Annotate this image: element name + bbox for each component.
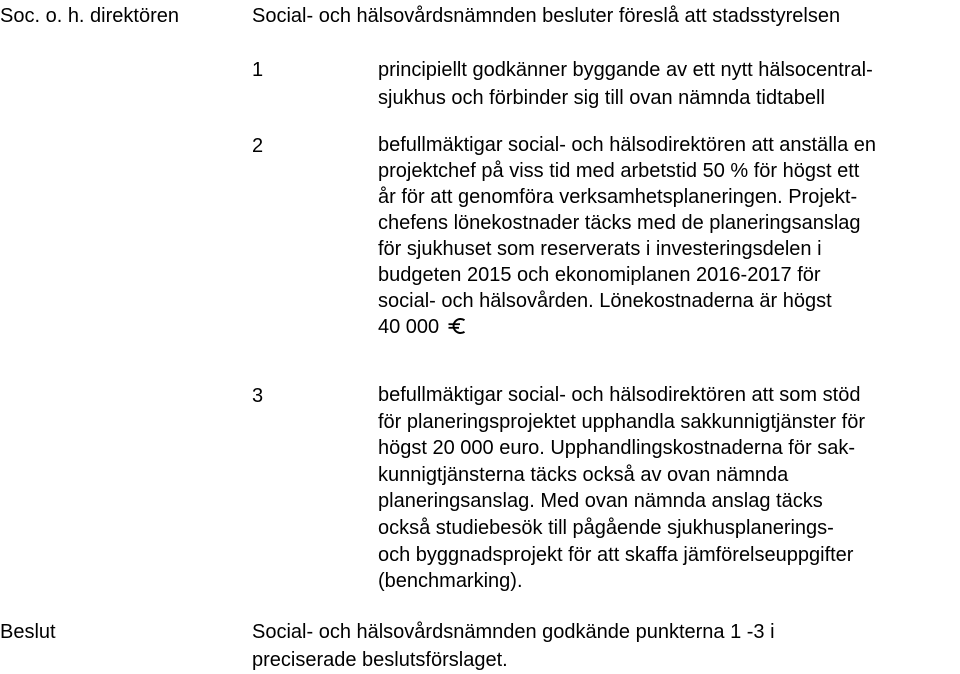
item-number-1: 1	[252, 59, 264, 81]
item-3-line: högst 20 000 euro. Upphandlingskostnaderna för sak-	[378, 437, 855, 460]
item-number-2: 2	[252, 135, 264, 157]
item-2-line: social- och hälsovården. Lönekostnaderna är högst	[378, 290, 832, 312]
proposal-intro: Social- och hälsovårdsnämnden besluter föreslå att stadsstyrelsen	[252, 5, 841, 27]
item-2-line: för sjukhuset som reserverats i investeringsdelen i	[378, 238, 822, 260]
section-label-decision: Beslut	[0, 621, 56, 643]
item-1-line: sjukhus och förbinder sig till ovan nämnda tidtabell	[378, 87, 825, 109]
item-1-line: principiellt godkänner byggande av ett nytt hälsocentral-	[378, 59, 873, 81]
item-2-amount-line	[378, 314, 876, 340]
item-number-3: 3	[252, 385, 264, 407]
euro-sign-icon	[447, 314, 469, 340]
item-3-line: för planeringsprojektet upphandla sakkunnigtjänster för	[378, 410, 865, 433]
item-3-line: och byggnadsprojekt för att skaffa jämförelseuppgifter	[378, 543, 854, 566]
item-3-line: befullmäktigar social- och hälsodirektören att som stöd	[378, 384, 861, 406]
item-text-3	[378, 382, 865, 595]
item-2-amount: 40 000	[378, 316, 440, 338]
item-3-line: planeringsanslag. Med ovan nämnda anslag täcks	[378, 490, 823, 513]
item-2-line: projektchef på viss tid med arbetstid 50 % för högst ett	[378, 160, 860, 182]
item-2-line: chefens lönekostnader täcks med de planeringsanslag	[378, 212, 861, 234]
item-3-line: (benchmarking).	[378, 570, 523, 593]
item-3-line: kunnigtjänsterna täcks också av ovan nämnda	[378, 463, 789, 486]
decision-line: preciserade beslutsförslaget.	[252, 649, 508, 671]
item-2-line: år för att genomföra verksamhetsplaneringen. Projekt-	[378, 186, 858, 208]
decision-text	[252, 618, 775, 674]
item-text-2	[378, 132, 876, 340]
item-2-line: budgeten 2015 och ekonomiplanen 2016-2017 för	[378, 264, 821, 286]
item-text-1	[378, 56, 873, 112]
decision-line: Social- och hälsovårdsnämnden godkände punkterna 1 -3 i	[252, 621, 775, 643]
section-label-director: Soc. o. h. direktören	[0, 5, 179, 27]
item-3-line: också studiebesök till pågående sjukhusplanerings-	[378, 516, 834, 539]
item-2-line: befullmäktigar social- och hälsodirektören att anställa en	[378, 134, 877, 156]
